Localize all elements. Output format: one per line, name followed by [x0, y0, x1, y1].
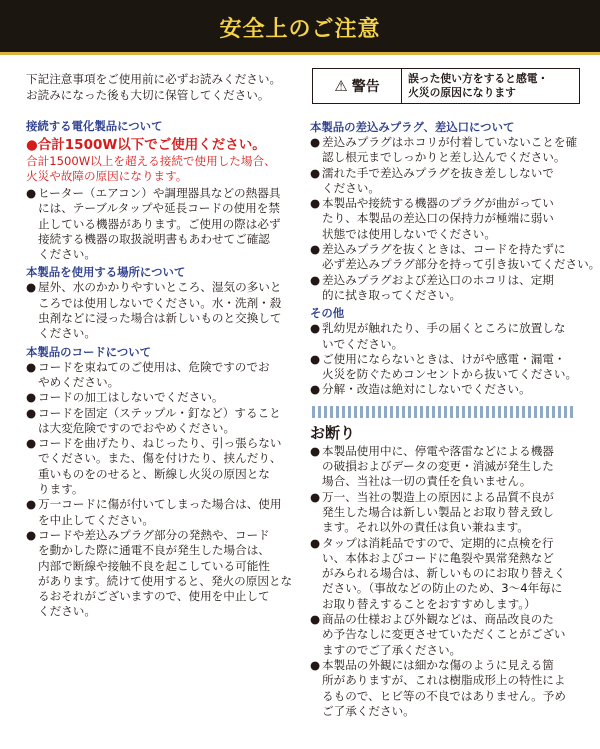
item-line: タップは消耗品ですので、定期的に点検を行 [322, 535, 554, 550]
bullet-icon: ● [26, 280, 37, 295]
item-line: 屋外、水のかかりやすいところ、湿気の多いと [38, 280, 282, 295]
wattage-warning: ●合計1500W以下でご使用ください。 [26, 137, 266, 153]
item-line: がみられる場合は、新しいものにお取り替えく [322, 566, 566, 581]
appliances-list [26, 186, 302, 262]
disclaimer-list [310, 444, 582, 719]
item-line: は大変危険ですのでおやめください。 [38, 420, 236, 435]
item-line: 火災を防ぐためコンセントから抜いてください。 [322, 367, 578, 382]
item-line: ご使用にならないときは、けがや感電・漏電・ [322, 351, 566, 366]
bullet-icon: ● [310, 242, 321, 257]
bullet-icon: ● [310, 535, 321, 550]
list-item [310, 273, 582, 304]
list-item [26, 186, 302, 262]
item-line: 接続する機器の取扱説明書もあわせてご確認 [38, 231, 270, 246]
item-line: ください。 [38, 247, 96, 262]
item-line: ださい。（事故などの防止のため、3～4年毎に [322, 581, 563, 596]
item-line: ください。 [38, 604, 96, 619]
bullet-icon: ● [26, 359, 37, 374]
list-item [26, 497, 302, 528]
item-line: があります。続けて使用すると、発火の原因とな [38, 573, 293, 588]
plug-list [310, 135, 600, 303]
item-line: コードを束ねてのご使用は、危険ですのでお [38, 359, 270, 374]
bullet-icon: ● [310, 135, 321, 149]
section-heading-location: 本製品を使用する場所について [26, 265, 186, 280]
bullet-icon: ● [310, 657, 321, 672]
item-line: でください。また、傷を付けたり、挟んだり、 [38, 451, 282, 466]
bullet-icon: ● [310, 443, 321, 458]
item-line: 万一コードに傷が付いてしまった場合は、使用 [38, 497, 282, 512]
list-item [310, 490, 582, 536]
bullet-icon: ● [310, 489, 321, 504]
list-item [26, 280, 302, 341]
bullet-icon: ● [26, 436, 37, 451]
warning-label: ⚠ 警告 [313, 69, 402, 103]
item-line: いでください。 [322, 336, 404, 351]
bullet-icon: ● [310, 382, 321, 397]
dotted-divider [312, 406, 574, 418]
bullet-icon: ● [310, 272, 321, 287]
bullet-icon: ● [310, 165, 321, 180]
list-item [310, 444, 582, 490]
item-line: コードや差込みプラグ部分の発熱や、コード [38, 527, 270, 542]
item-line: るもので、ヒビ等の不良ではありません。予め [322, 688, 566, 703]
item-line: 本製品使用中に、停電や落雷などによる機器 [322, 443, 554, 458]
bullet-icon: ● [26, 527, 37, 542]
cord-list [26, 360, 302, 620]
item-line: ください。 [322, 180, 380, 195]
item-line: 状態では使用しないでください。 [322, 226, 496, 241]
list-item [310, 612, 582, 658]
bullet-icon: ● [26, 390, 37, 405]
item-line: お取り替えすることをおすすめします。） [322, 596, 536, 611]
right-column [310, 68, 600, 719]
location-list [26, 280, 302, 341]
item-line: 的に拭き取ってください。 [322, 287, 462, 302]
section-heading-appliances: 接続する電化製品について [26, 119, 163, 133]
list-item [310, 352, 582, 383]
page-title: 安全上のご注意 [219, 17, 381, 42]
list-item [26, 360, 302, 391]
item-line: 差込みプラグおよび差込口のホコリは、定期 [322, 272, 554, 287]
item-line: 止している機器があります。ご使用の際は必ず [38, 216, 281, 231]
item-line: ころでは使用しないでください。水・洗剤・殺 [38, 295, 282, 310]
intro-text: 下記注意事項をご使用前に必ずお読みください。 お読みになった後も大切に保管してください。 [26, 72, 282, 102]
list-item [310, 196, 582, 242]
item-line: やめください。 [38, 374, 120, 389]
list-item [310, 382, 582, 397]
item-line: 分解・改造は絶対にしないでください。 [322, 382, 531, 397]
disclaimer-heading: お断り [310, 423, 356, 442]
item-line: の破損およびデータの変更・消滅が発生した [322, 459, 554, 474]
item-line: い、本体およびコードに亀裂や異常発熱など [322, 550, 554, 565]
list-item [26, 528, 302, 620]
item-line: 内部で断線や接触不良を起こしている可能性 [38, 558, 270, 573]
bullet-icon: ● [310, 321, 321, 336]
list-item [310, 242, 600, 273]
item-line: 差込みプラグはホコリが付着していないことを確 [322, 135, 578, 149]
list-item [310, 536, 582, 612]
item-line: ご了承ください。 [322, 703, 415, 718]
item-line: 差込みプラグを抜くときは、コードを持たずに [322, 242, 566, 257]
list-item [310, 135, 582, 166]
item-line: たり、本製品の差込口の保持力が極端に弱い [322, 211, 554, 226]
item-line: 虫剤などに浸った場合は新しいものと交換して [38, 311, 282, 326]
title-banner [0, 0, 600, 55]
list-item [310, 321, 582, 352]
bullet-icon: ● [310, 351, 321, 366]
item-line: 万一、当社の製造上の原因による品質不良が [322, 489, 554, 504]
bullet-icon: ● [26, 186, 37, 200]
section-heading-plug: 本製品の差込みプラグ、差込口について [310, 120, 515, 134]
left-column [26, 72, 302, 620]
item-line: ますのでご了承ください。 [322, 642, 462, 657]
section-heading-cord: 本製品のコードについて [26, 344, 152, 359]
item-line: 重いものをのせると、断線し火災の原因とな [38, 466, 270, 481]
item-line: には、テーブルタップや延長コードの使用を禁 [38, 201, 280, 216]
section-heading-other: その他 [310, 306, 345, 321]
item-line: ります。 [38, 482, 84, 497]
list-item [26, 390, 302, 405]
item-line: るおそれがございますので、使用を中止して [38, 589, 270, 604]
item-line: 乳幼児が触れたり、手の届くところに放置しな [322, 321, 566, 336]
item-line: め予告なしに変更させていただくことがござい [322, 627, 566, 642]
warning-text: 誤った使い方をすると感電・ 火災の原因になります [408, 72, 549, 99]
list-item [26, 406, 302, 437]
item-line: 必ず差込みプラグ部分を持って引き抜いてください。 [322, 257, 600, 272]
item-line: 認し根元までしっかりと差し込んでください。 [322, 150, 566, 165]
item-line: 濡れた手で差込みプラグを抜き差ししないで [322, 165, 554, 180]
item-line: 発生した場合は新しい製品とお取り替え致し [322, 504, 554, 519]
item-line: コードを曲げたり、ねじったり、引っ張らない [38, 436, 282, 451]
item-line: 商品の仕様および外観などは、商品改良のた [322, 612, 554, 627]
other-list [310, 321, 582, 397]
item-line: ヒーター（エアコン）や調理器具などの熱器具 [38, 186, 281, 200]
bullet-icon: ● [26, 497, 37, 512]
wattage-warning-text: 合計1500W以上を超える接続で使用した場合、 火災や故障の原因になります。 [26, 154, 276, 183]
list-item [310, 166, 582, 197]
item-line: 所がありますが、これは樹脂成形上の特性によ [322, 673, 566, 688]
item-line: コードを固定（ステップル・釘など）すること [38, 405, 281, 420]
item-line: ください。 [38, 326, 96, 341]
item-line: を動かした際に通電不良が発生した場合は、 [38, 543, 270, 558]
list-item [310, 658, 582, 719]
bullet-icon: ● [310, 196, 321, 211]
warning-triangle-icon: ⚠ [334, 77, 348, 95]
item-line: コードの加工はしないでください。 [38, 390, 224, 405]
item-line: 本製品や接続する機器のプラグが曲がってい [322, 196, 554, 211]
item-line: 本製品の外観には細かな傷のように見える箇 [322, 657, 554, 672]
item-line: 場合、当社は一切の責任を負いません。 [322, 474, 532, 489]
item-line: を中止してください。 [38, 512, 154, 527]
list-item [26, 436, 302, 497]
item-line: ます。それ以外の責任は負い兼ねます。 [322, 520, 529, 535]
bullet-icon: ● [310, 612, 321, 627]
bullet-icon: ● [26, 405, 37, 420]
